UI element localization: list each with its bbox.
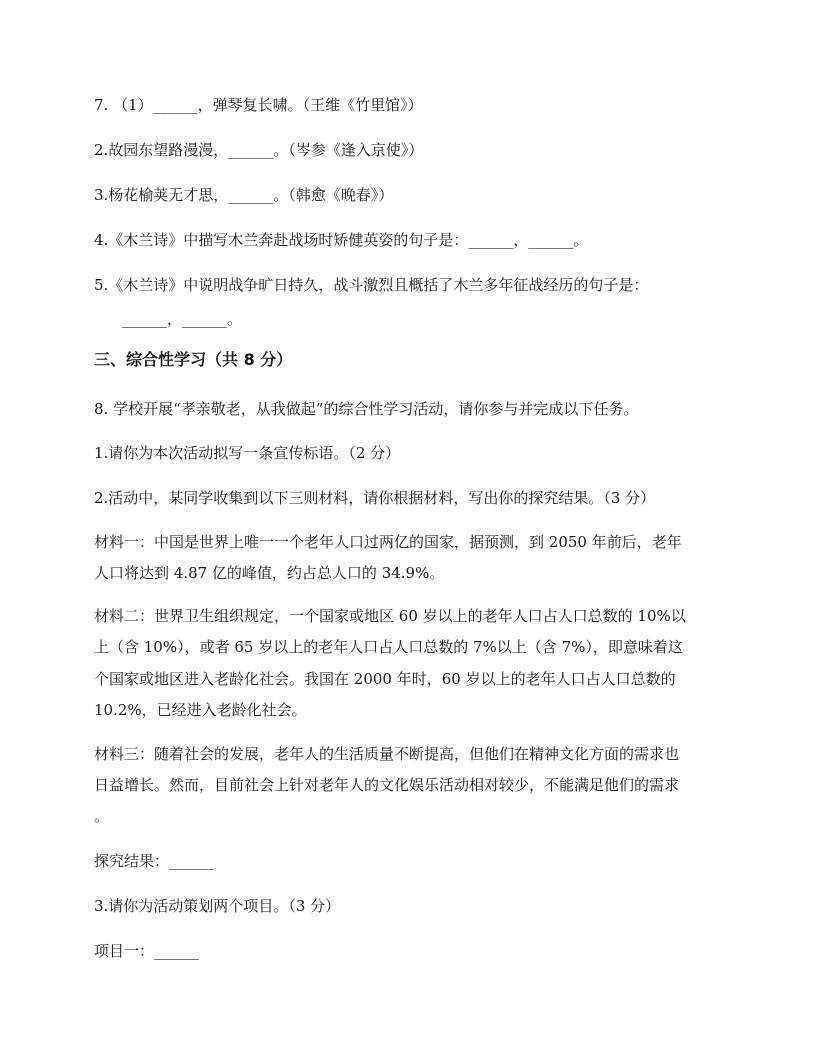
- question-7-3: 3.杨花榆荚无才思，______。（韩愈《晚春》）: [94, 186, 394, 204]
- project-one: 项目一：______: [94, 942, 200, 960]
- question-8-intro: 8. 学校开展“孝亲敬老，从我做起”的综合性学习活动，请你参与并完成以下任务。: [94, 400, 639, 418]
- question-7-2: 2.故园东望路漫漫，______。（岑参《逢入京使》）: [94, 141, 424, 159]
- question-7-1: 7. （1）______，弹琴复长啸。（王维《竹里馆》）: [94, 96, 423, 114]
- section-heading: 三、综合性学习（共 8 分）: [94, 350, 293, 369]
- task-3: 3.请你为活动策划两个项目。（3 分）: [94, 897, 341, 915]
- material-1-line-2: 人口将达到 4.87 亿的峰值，约占总人口的 34.9%。: [94, 564, 445, 582]
- material-2-line-1: 材料二：世界卫生组织规定，一个国家或地区 60 岁以上的老年人口占人口总数的 10%以: [94, 607, 686, 625]
- question-7-5-blanks: ______，______。: [122, 310, 243, 328]
- material-1-line-1: 材料一：中国是世界上唯一一个老年人口过两亿的国家，据预测，到 2050 年前后，老年: [94, 533, 682, 551]
- material-3-line-2: 日益增长。然而，目前社会上针对老年人的文化娱乐活动相对较少，不能满足他们的需求: [94, 776, 680, 794]
- question-7-5: 5.《木兰诗》中说明战争旷日持久，战斗激烈且概括了木兰多年征战经历的句子是：: [94, 276, 649, 294]
- material-2-line-2: 上（含 10%），或者 65 岁以上的老年人口占人口总数的 7%以上（含 7%），即意味着这: [94, 638, 683, 656]
- material-2-line-3: 个国家或地区进入老龄化社会。我国在 2000 年时，60 岁以上的老年人口占人口总数的: [94, 670, 676, 688]
- material-3-line-1: 材料三：随着社会的发展，老年人的生活质量不断提高，但他们在精神文化方面的需求也: [94, 745, 680, 763]
- task-1: 1.请你为本次活动拟写一条宣传标语。（2 分）: [94, 444, 401, 462]
- task-2: 2.活动中，某同学收集到以下三则材料，请你根据材料，写出你的探究结果。（3 分）: [94, 489, 656, 507]
- inquiry-result: 探究结果：______: [94, 852, 215, 870]
- material-2-line-4: 10.2%，已经进入老龄化社会。: [94, 701, 307, 719]
- material-3-line-3: 。: [94, 807, 110, 825]
- question-7-4: 4.《木兰诗》中描写木兰奔赴战场时矫健英姿的句子是：______，______。: [94, 231, 589, 249]
